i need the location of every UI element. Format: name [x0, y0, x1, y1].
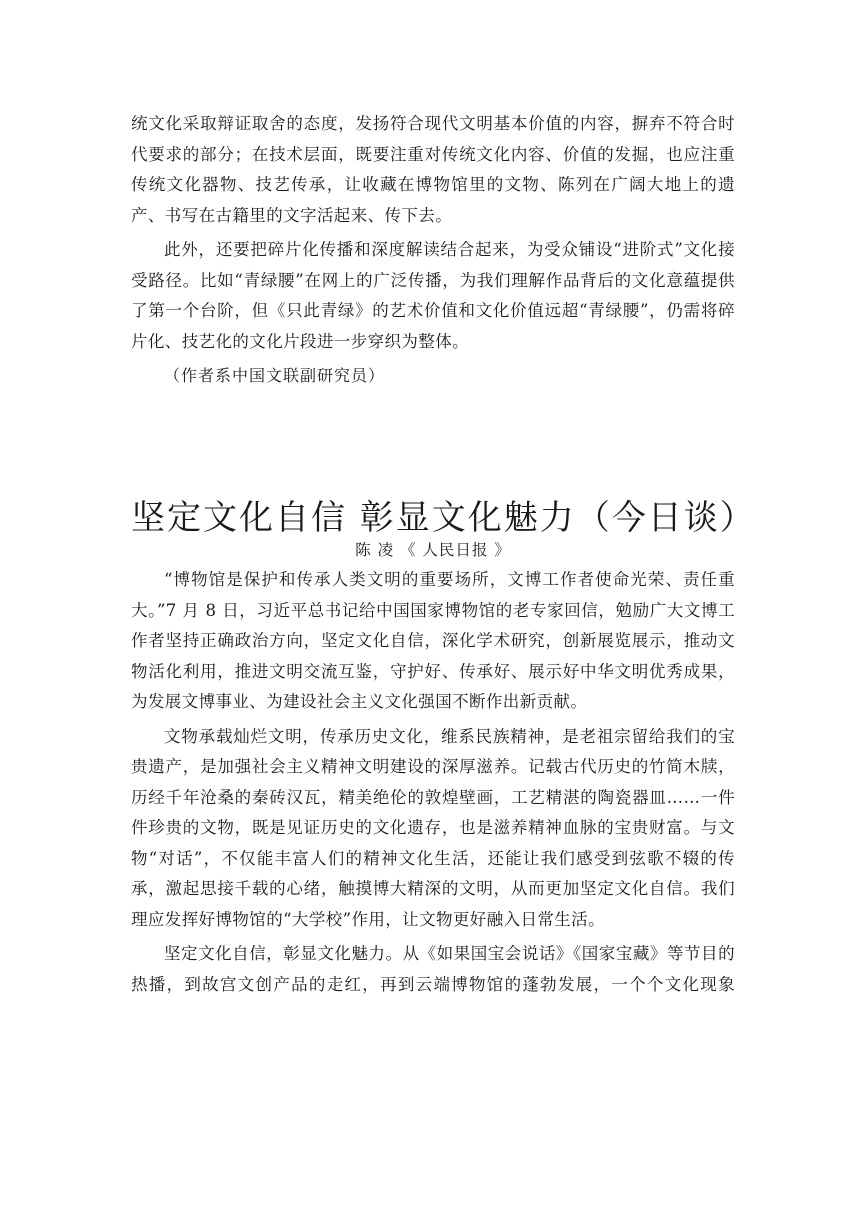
previous-article-section: [131, 109, 735, 391]
article-paragraph-3: 坚定文化自信，彰显文化魅力。从《如果国宝会说话》《国家宝藏》等节目的热播，到故宫文创产品的走红，再到云端博物馆的蓬勃发展，一个个文化现象: [131, 944, 735, 994]
article-body: [131, 565, 735, 1000]
author-note: （作者系中国文联副研究员）: [164, 366, 386, 385]
article-paragraph-2: 文物承载灿烂文明，传承历史文化，维系民族精神，是老祖宗留给我们的宝贵遗产，是加强社会主义精神文明建设的深厚滋养。记载古代历史的竹简木牍，历经千年沧桑的秦砖汉瓦，精美绝伦的敦煌壁画，工艺精湛的陶瓷器皿……一件件珍贵的文物，既是见证历史的文化遗存，也是滋养精神血脉的宝贵财富。与文物“对话”，不仅能丰富人们的精神文化生活，还能让我们感受到弦歌不辍的传承，激起思接千载的心绪，触摸博大精深的文明，从而更加坚定文化自信。我们理应发挥好博物馆的“大学校”作用，让文物更好融入日常生活。: [131, 726, 735, 929]
previous-article-paragraph-1: 统文化采取辩证取舍的态度，发扬符合现代文明基本价值的内容，摒弃不符合时代要求的部分；在技术层面，既要注重对传统文化内容、价值的发掘，也应注重传统文化器物、技艺传承，让收藏在博物馆里的文物、陈列在广阔大地上的遗产、书写在古籍里的文字活起来、传下去。: [131, 114, 735, 225]
article-byline: 陈 凌 《 人民日报 》: [355, 541, 511, 559]
article-title: 坚定文化自信 彰显文化魅力（今日谈）: [131, 498, 756, 538]
article-paragraph-1: “博物馆是保护和传承人类文明的重要场所，文博工作者使命光荣、责任重大。”7 月 8 日，习近平总书记给中国国家博物馆的老专家回信，勉励广大文博工作者坚持正确政治方向，坚定文化自信，深化学术研究，创新展览展示，推动文物活化利用，推进文明交流互鉴，守护好、传承好、展示好中华文明优秀成果，为发展文博事业、为建设社会主义文化强国不断作出新贡献。: [131, 570, 735, 711]
previous-article-paragraph-2: 此外，还要把碎片化传播和深度解读结合起来，为受众铺设“进阶式”文化接受路径。比如“青绿腰”在网上的广泛传播，为我们理解作品背后的文化意蕴提供了第一个台阶，但《只此青绿》的艺术价值和文化价值远超“青绿腰”，仍需将碎片化、技艺化的文化片段进一步穿织为整体。: [131, 240, 735, 351]
